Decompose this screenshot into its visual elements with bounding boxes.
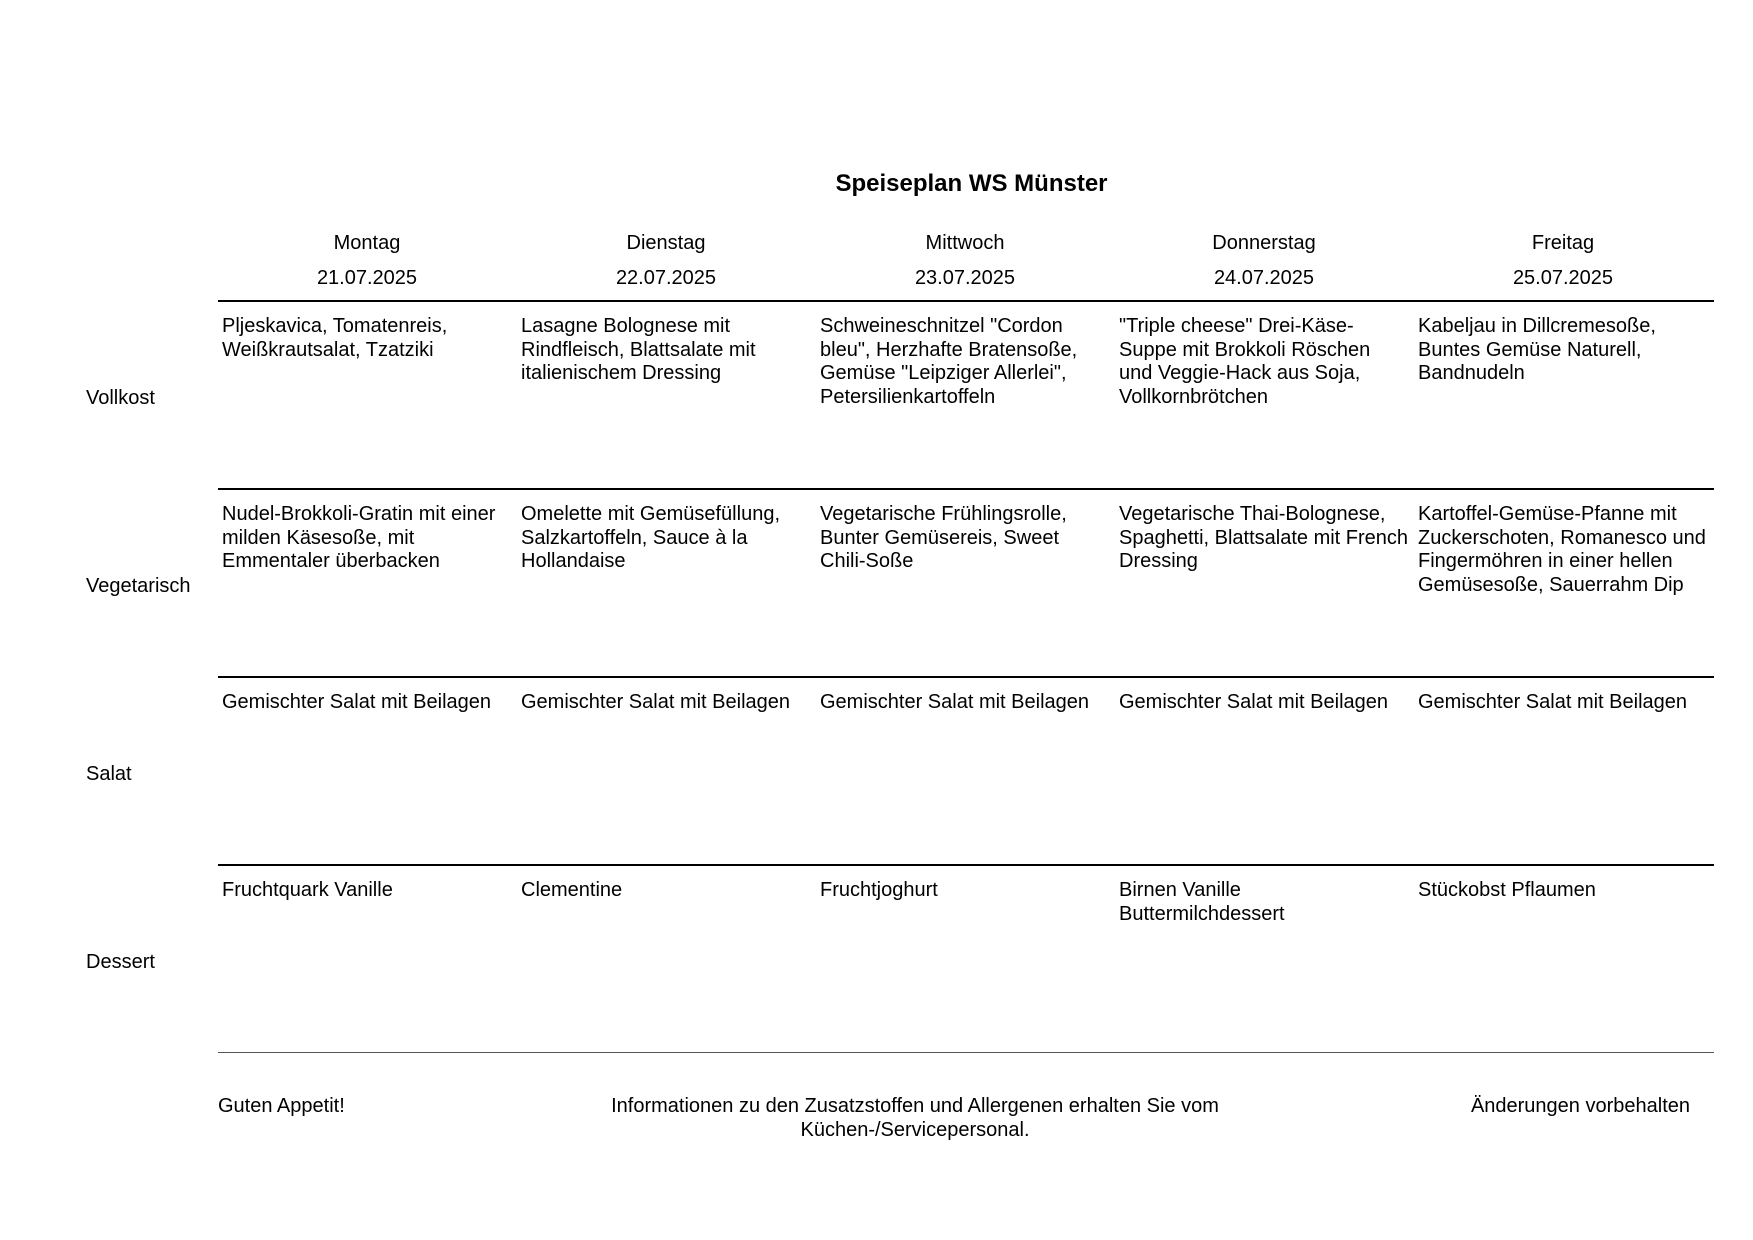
day-name-monday: Montag [333,232,401,254]
day-date-friday: 25.07.2025 [1512,267,1614,289]
day-name-thursday: Donnerstag [1212,232,1316,254]
row-label-vegetarisch: Vegetarisch [86,575,191,597]
footer-disclaimer: Änderungen vorbehalten [1470,1095,1690,1117]
row-divider [218,300,1714,302]
menu-cell: Gemischter Salat mit Beilagen [1119,691,1389,713]
day-name-wednesday: Mittwoch [925,232,1005,254]
menu-cell: Clementine [521,879,623,901]
row-divider [218,488,1714,490]
row-label-salat: Salat [86,763,132,785]
footer-greeting: Guten Appetit! [218,1095,345,1117]
row-label-dessert: Dessert [86,951,155,973]
menu-cell: Fruchtjoghurt [820,879,938,901]
menu-cell: Gemischter Salat mit Beilagen [820,691,1090,713]
day-date-wednesday: 23.07.2025 [914,267,1016,289]
day-date-thursday: 24.07.2025 [1213,267,1315,289]
day-date-monday: 21.07.2025 [316,267,418,289]
menu-cell: Stückobst Pflaumen [1418,879,1596,901]
menu-cell: Gemischter Salat mit Beilagen [521,691,791,713]
menu-cell: Kabeljau in Dillcremesoße, Buntes Gemüse Naturell, Bandnudeln [1418,315,1656,384]
menu-cell: Omelette mit Gemüsefüllung, Salzkartoffeln, Sauce à la Hollandaise [521,503,780,572]
menu-cell: Gemischter Salat mit Beilagen [1418,691,1688,713]
row-label-vollkost: Vollkost [86,387,155,409]
menu-cell: "Triple cheese" Drei-Käse-Suppe mit Brokkoli Röschen und Veggie-Hack aus Soja, Vollkornbrötchen [1119,315,1371,408]
menu-cell: Lasagne Bolognese mit Rindfleisch, Blattsalate mit italienischem Dressing [521,315,756,384]
row-divider [218,864,1714,866]
footer-allergen-line-1: Informationen zu den Zusatzstoffen und Allergenen erhalten Sie vom [611,1095,1219,1117]
day-name-tuesday: Dienstag [626,232,706,254]
row-divider [218,676,1714,678]
footer-allergen-info [560,1095,1270,1142]
menu-cell: Kartoffel-Gemüse-Pfanne mit Zuckerschoten, Romanesco und Fingermöhren in einer hellen Gemüsesoße, Sauerrahm Dip [1418,503,1706,596]
menu-cell: Vegetarische Frühlingsrolle, Bunter Gemüsereis, Sweet Chili-Soße [820,503,1067,572]
page-title: Speiseplan WS Münster [835,170,1108,197]
menu-cell: Gemischter Salat mit Beilagen [222,691,492,713]
day-name-friday: Freitag [1531,232,1595,254]
menu-cell: Birnen Vanille Buttermilchdessert [1119,879,1285,925]
menu-cell: Pljeskavica, Tomatenreis, Weißkrautsalat, Tzatziki [222,315,448,361]
day-date-tuesday: 22.07.2025 [615,267,717,289]
menu-cell: Nudel-Brokkoli-Gratin mit einer milden Käsesoße, mit Emmentaler überbacken [222,503,496,572]
menu-cell: Schweineschnitzel "Cordon bleu", Herzhafte Bratensoße, Gemüse "Leipziger Allerlei", Petersilienkartoffeln [820,315,1078,408]
table-bottom-divider [218,1052,1714,1053]
menu-cell: Fruchtquark Vanille [222,879,393,901]
footer-allergen-line-2: Küchen-/Servicepersonal. [800,1118,1030,1141]
menu-cell: Vegetarische Thai-Bolognese, Spaghetti, Blattsalate mit French Dressing [1119,503,1409,572]
